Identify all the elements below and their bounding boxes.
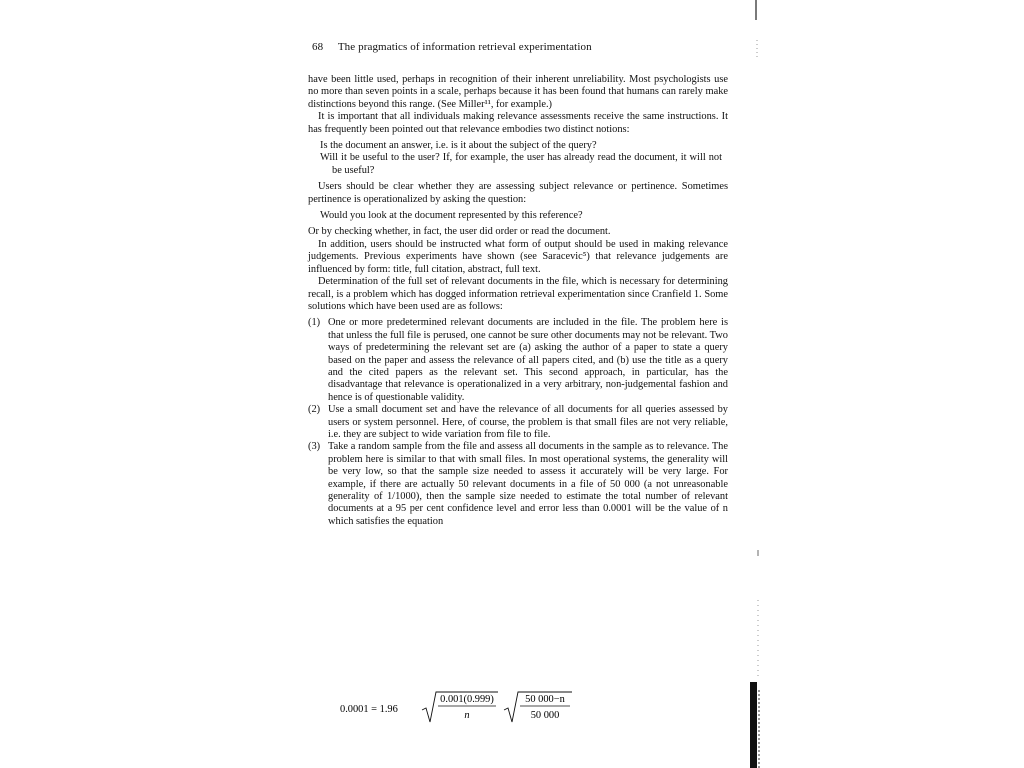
list-item-number: (1) [308,317,321,329]
list-item-text: Use a small document set and have the relevance of all documents for all queries assessed by users or system personnel. Here, of course, the problem is that small files are not very reliable, i.e. they are subject to wide variation from file to file. [328,404,728,440]
question-2: Will it be useful to the user? If, for example, the user has already read the document, it will not be useful? [320,152,722,176]
quote-text: Would you look at the document represented by this reference? [320,210,583,222]
equation-lhs: 0.0001 = 1.96 [340,704,398,715]
list-item-text: One or more predetermined relevant documents are included in the file. The problem here is that unless the full file is perused, one cannot be sure other documents may not be relevant. Two ways of predetermining the relevant set are (a) asking the author of a paper to state a query based on the paper and assess the relevance of all papers cited, and (b) use the title as a query and the cited papers as the relevant set. This second approach, in particular, has the disadvantage that relevance is operationalized in a very arbitrary, non-judgemental fashion and hence is of questionable validity. [328,317,728,403]
relevance-questions [308,140,728,177]
paragraph-users: Users should be clear whether they are assessing subject relevance or pertinence. Sometimes pertinence is operationalized by asking the question: [308,181,728,205]
page-number: 68 [312,41,324,53]
list-item-number: (3) [308,441,321,453]
scan-edge-artifact [750,0,770,768]
paragraph-intro-1: have been little used, perhaps in recognition of their inherent unreliability. Most psychologists use no more than seven points in a scale, perhaps because it has been found that humans can rarely make distinctions beyond this range. (See Miller¹¹, for example.) [308,74,728,110]
running-title: The pragmatics of information retrieval experimentation [337,41,592,53]
quote-block [308,210,728,222]
list-item [308,317,728,404]
question-1: Is the document an answer, i.e. is it about the subject of the query? [320,140,597,152]
paragraph-intro-2: It is important that all individuals making relevance assessments receive the same instructions. It has frequently been pointed out that relevance embodies two distinct notions: [308,111,728,135]
paragraph-determination: Determination of the full set of relevant documents in the file, which is necessary for determining recall, is a problem which has dogged information retrieval experimentation since Cranfield 1. Some solutions which have been used are as follows: [308,276,728,312]
radical-1-denominator: n [464,710,470,721]
paragraph-addition: In addition, users should be instructed what form of output should be used in making relevance judgements. Previous experiments have shown (see Saracevic⁵) that relevance judgements are influenced by form: title, full citation, abstract, full text. [308,238,728,275]
body-text [308,74,728,528]
sample-size-equation [340,690,580,726]
list-item [308,441,728,528]
list-item-number: (2) [308,404,321,416]
list-item-text: Take a random sample from the file and assess all documents in the sample as to relevance. The problem here is similar to that with small files. In most operational systems, the generality will be very low, so that the sample size needed to assess it accurately will be very large. For example, if there are actually 50 relevant documents in a file of 50 000 (a not unreasonable generality of 1/1000), then the sample size needed to estimate the total number of relevant documents at a 95 per cent confidence level and error less than 0.0001 will be the value of n which satisfies the equation [328,441,728,527]
radical-2-denominator: 50 000 [530,710,560,721]
radical-1-numerator: 0.001(0.999) [440,694,494,705]
radical-2-numerator: 50 000−n [525,694,565,705]
solutions-list [308,317,728,528]
running-header [312,41,592,53]
list-item [308,404,728,441]
paragraph-checking: Or by checking whether, in fact, the user did order or read the document. [308,226,611,238]
